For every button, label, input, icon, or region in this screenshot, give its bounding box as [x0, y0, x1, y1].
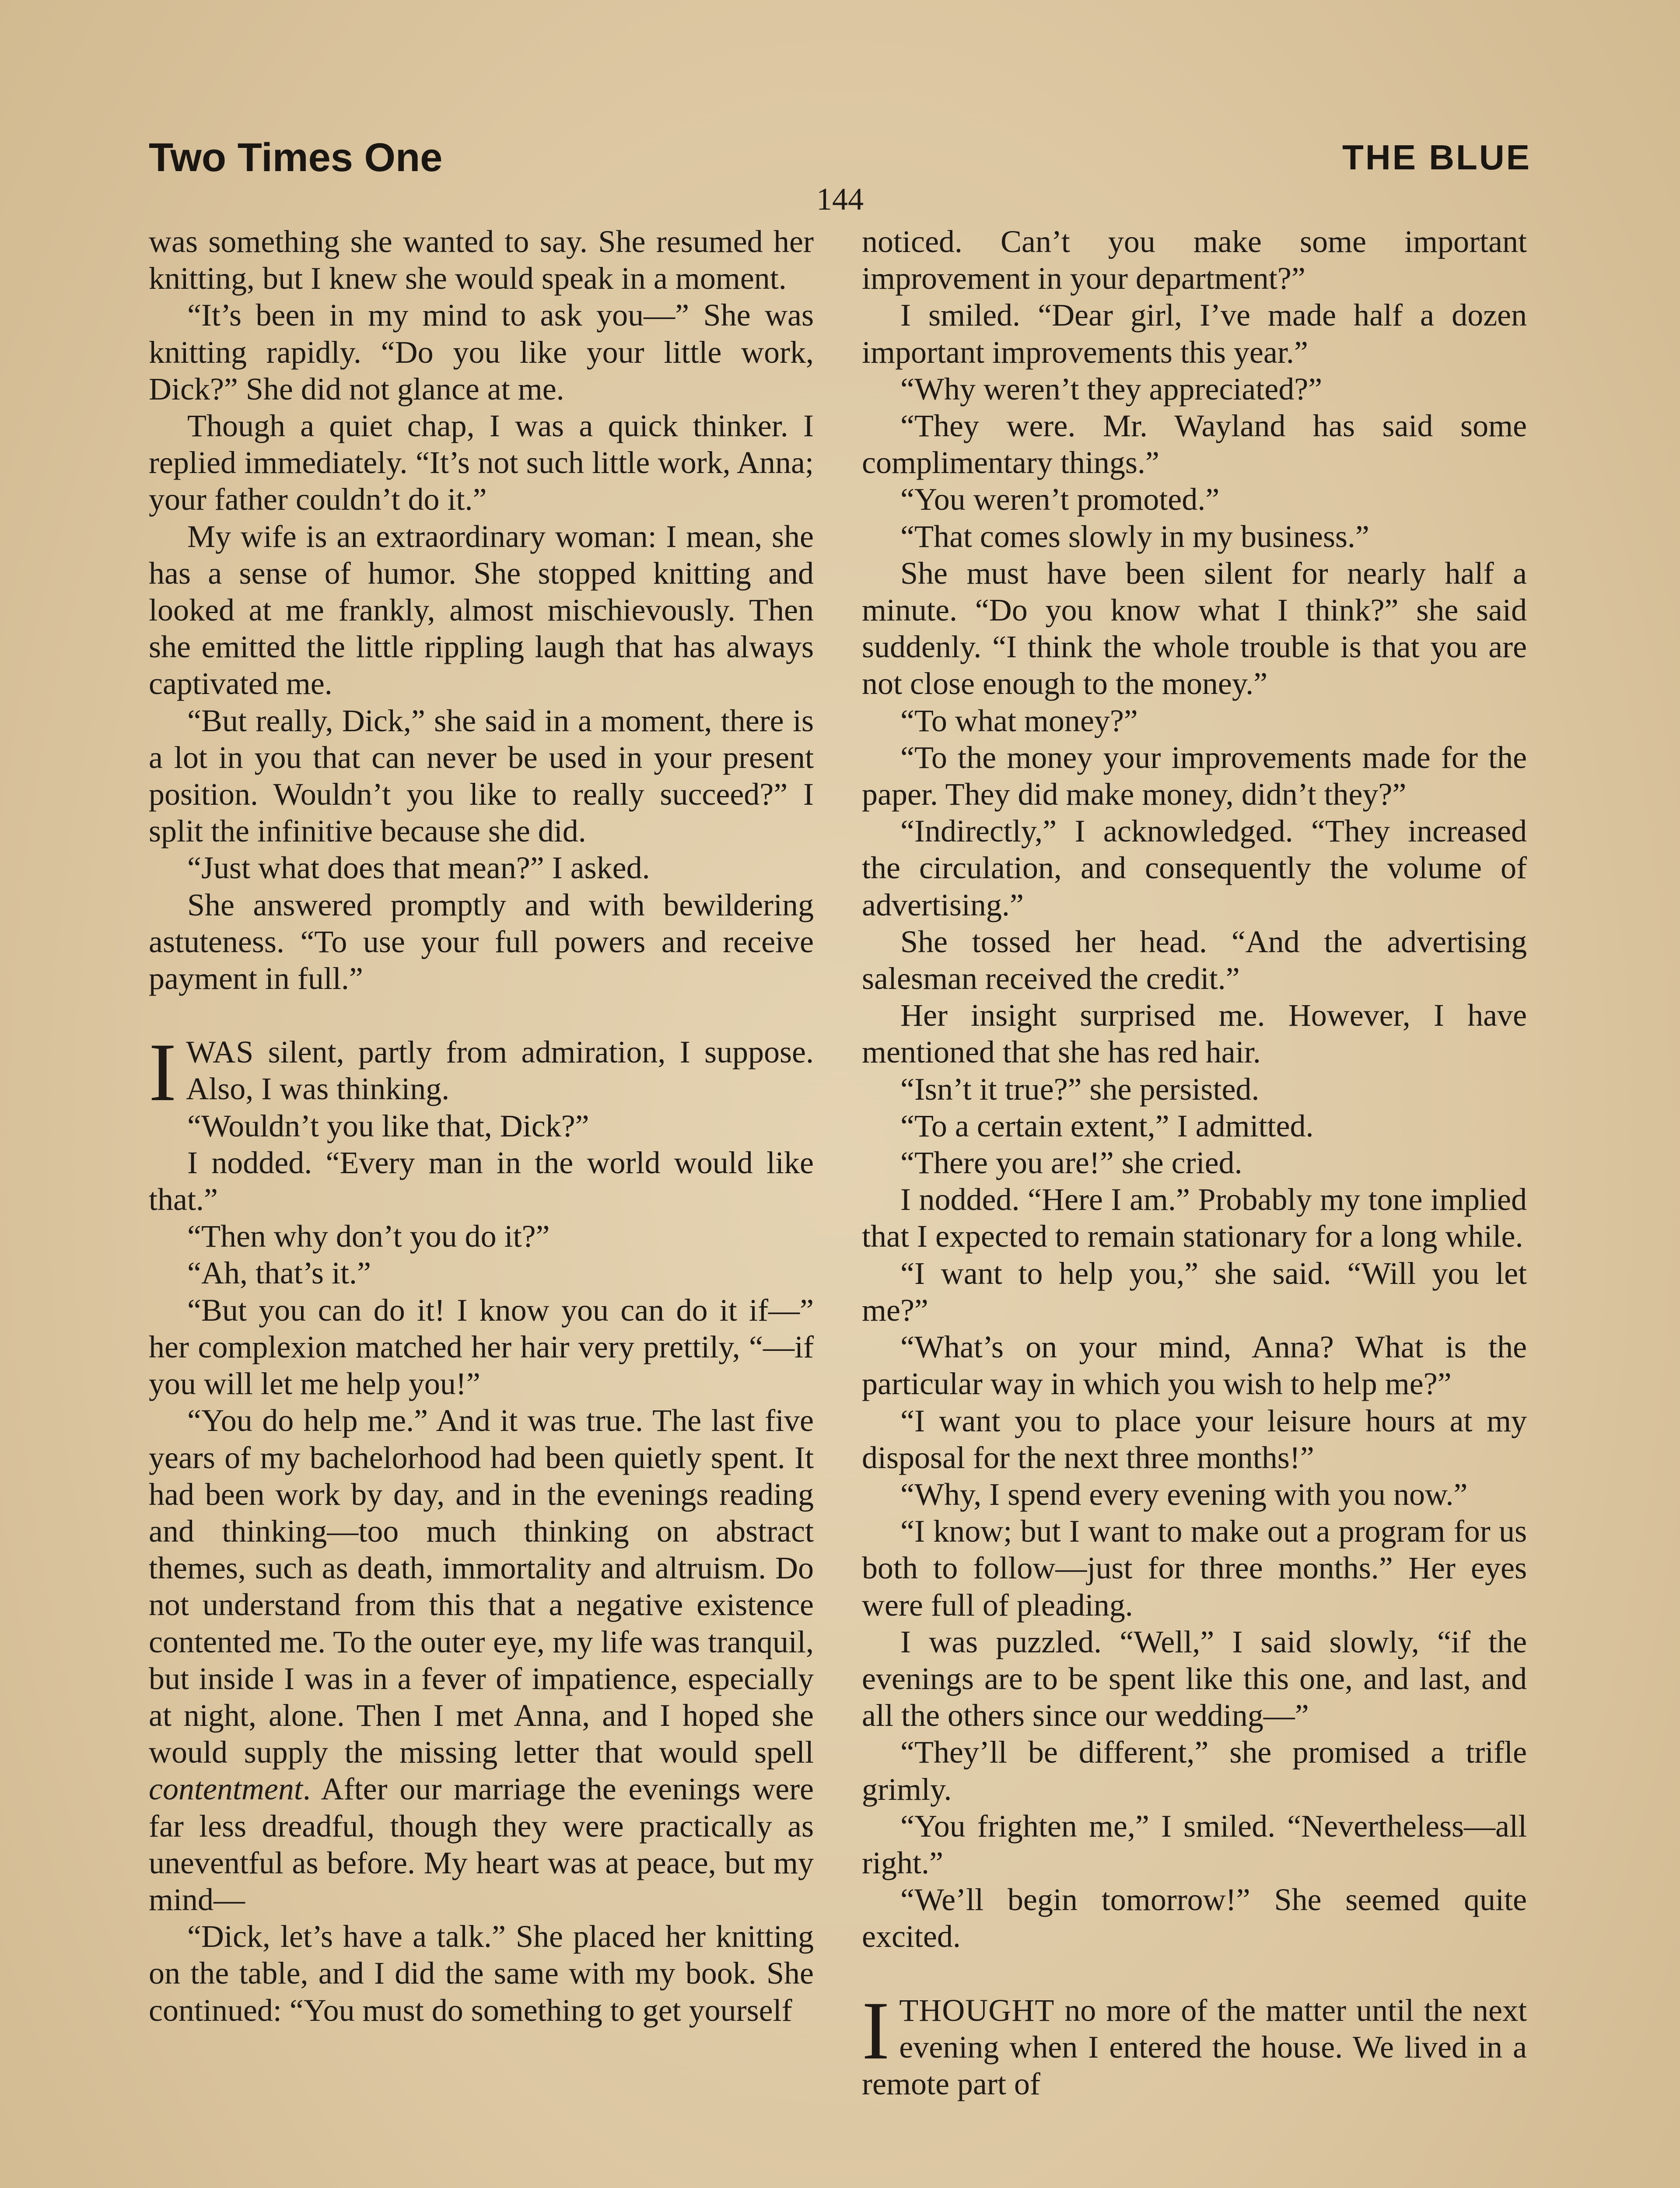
paragraph-text: “Indirectly,” I acknowledged. “They increased the circulation, and consequently the volume of advertising.” — [862, 813, 1527, 922]
paragraph-text: noticed. Can’t you make some important improvement in your department?” — [862, 224, 1527, 296]
paragraph-text: “They were. Mr. Wayland has said some complimentary things.” — [862, 408, 1527, 480]
paragraph-text: “You do help me.” And it was true. The last five years of my bachelorhood had been quietly spent. It had been work by day, and in the evenings reading and thinking—too much thinking on abstract themes, such as death, immortality and altruism. Do not understand from this that a negative existence contented me. To the outer eye, my life was tranquil, but inside I was in a fever of impatience, especially at night, alone. Then I met Anna, and I hoped she would supply the missing letter that would spell — [149, 1403, 814, 1770]
paragraph — [149, 1108, 814, 1144]
drop-cap: I — [862, 1985, 890, 2077]
page-number: 144 — [816, 182, 864, 217]
paragraph-text: “Ah, that’s it.” — [187, 1255, 371, 1291]
paragraph — [862, 1623, 1527, 1734]
paragraph — [149, 887, 814, 997]
paragraph — [862, 1181, 1527, 1255]
paragraph-text: She tossed her head. “And the advertising salesman received the credit.” — [862, 924, 1527, 996]
paragraph — [862, 739, 1527, 813]
paragraph-text: “You frighten me,” I smiled. “Nevertheless—all right.” — [862, 1808, 1527, 1880]
paragraph — [862, 1881, 1527, 1955]
paragraph — [862, 1734, 1527, 1807]
paragraph-text: no more of the matter until the next evening when I entered the house. We lived in a remote part of — [862, 1992, 1527, 2101]
paragraph — [862, 702, 1527, 739]
paragraph — [862, 371, 1527, 407]
paragraph — [149, 223, 814, 297]
paragraph-text: “That comes slowly in my business.” — [900, 519, 1369, 554]
paragraph — [862, 1108, 1527, 1144]
paragraph-text: silent, partly from admiration, I suppose. Also, I was thinking. — [186, 1034, 814, 1107]
paragraph — [862, 518, 1527, 555]
paragraph — [862, 223, 1527, 297]
paragraph-text: “Why, I spend every evening with you now.” — [900, 1476, 1468, 1512]
paragraph — [149, 1218, 814, 1255]
paragraph-text: Her insight surprised me. However, I have mentioned that she has red hair. — [862, 998, 1527, 1070]
paragraph — [149, 407, 814, 518]
paragraph-text: “But you can do it! I know you can do it if—” her complexion matched her hair very prettily, “—if you will let me help you!” — [149, 1292, 814, 1402]
paragraph-text: My wife is an extraordinary woman: I mean, she has a sense of humor. She stopped knitting and looked at me frankly, almost mischievously. Then she emitted the little rippling laugh that has always captivated me. — [149, 519, 814, 701]
left-column — [149, 223, 814, 2188]
paragraph-text: “Why weren’t they appreciated?” — [900, 371, 1323, 407]
paragraph — [862, 1329, 1527, 1402]
italic-word: contentment — [149, 1771, 303, 1807]
paragraph-text: “I want to help you,” she said. “Will you let me?” — [862, 1255, 1527, 1328]
paragraph — [862, 555, 1527, 702]
paragraph — [862, 297, 1527, 370]
paragraph-text: “To the money your improvements made for the paper. They did make money, didn’t they?” — [862, 740, 1527, 812]
paragraph-text: “It’s been in my mind to ask you—” She was knitting rapidly. “Do you like your little work, Dick?” She did not glance at me. — [149, 298, 814, 407]
small-caps-lead: WAS — [186, 1034, 254, 1070]
paragraph — [149, 849, 814, 886]
drop-cap: I — [149, 1027, 177, 1119]
paragraph — [862, 813, 1527, 923]
paragraph-text: “There you are!” she cried. — [900, 1145, 1242, 1181]
paragraph — [149, 518, 814, 702]
small-caps-lead: THOUGHT — [899, 1992, 1055, 2028]
paragraph-text: I smiled. “Dear girl, I’ve made half a dozen important improvements this year.” — [862, 298, 1527, 370]
paragraph — [862, 1476, 1527, 1513]
paragraph-text: “I know; but I want to make out a program for us both to follow—just for three months.” Her eyes were full of pleading. — [862, 1514, 1527, 1623]
paragraph-text: “What’s on your mind, Anna? What is the particular way in which you wish to help me?” — [862, 1329, 1527, 1402]
paragraph-text: “To a certain extent,” I admitted. — [900, 1108, 1314, 1143]
magazine-title: THE BLUE — [1342, 138, 1531, 177]
paragraph-text: “But really, Dick,” she said in a moment, there is a lot in you that can never be used in your present position. Wouldn’t you like to really succeed?” I split the infinitive because she did. — [149, 703, 814, 849]
paragraph — [149, 1402, 814, 1918]
paragraph — [149, 297, 814, 407]
story-title: Two Times One — [149, 135, 443, 180]
paragraph-text: She answered promptly and with bewildering astuteness. “To use your full powers and receive payment in full.” — [149, 887, 814, 996]
paragraph — [862, 1071, 1527, 1108]
paragraph — [149, 1292, 814, 1403]
paragraph-text: “They’ll be different,” she promised a trifle grimly. — [862, 1735, 1527, 1807]
paragraph — [862, 923, 1527, 997]
paragraph-text: “I want you to place your leisure hours at my disposal for the next three months!” — [862, 1403, 1527, 1475]
paragraph-text-after: . After our marriage the evenings were far less dreadful, though they were practically as uneventful as before. My heart was at peace, but my mind— — [149, 1771, 814, 1917]
paragraph-text: “You weren’t promoted.” — [900, 482, 1220, 517]
paragraph-text: “Just what does that mean?” I asked. — [187, 850, 650, 886]
paragraph — [149, 1144, 814, 1218]
paragraph — [149, 1918, 814, 2029]
paragraph-text: “Isn’t it true?” she persisted. — [900, 1071, 1260, 1107]
paragraph-text: I was puzzled. “Well,” I said slowly, “if the evenings are to be spent like this one, and last, and all the others since our wedding—” — [862, 1624, 1527, 1733]
paragraph — [862, 481, 1527, 518]
paragraph-text: “To what money?” — [900, 703, 1138, 738]
right-column — [862, 223, 1527, 2188]
paragraph-text: “Then why don’t you do it?” — [187, 1219, 550, 1254]
paragraph-text: “Dick, let’s have a talk.” She placed her knitting on the table, and I did the same with my book. She continued: “You must do something to get yourself — [149, 1919, 814, 2028]
paragraph-text: Though a quiet chap, I was a quick thinker. I replied immediately. “It’s not such little work, Anna; your father couldn’t do it.” — [149, 408, 814, 517]
paragraph-text: “Wouldn’t you like that, Dick?” — [187, 1108, 589, 1143]
paragraph — [862, 1513, 1527, 1623]
paragraph — [149, 1027, 814, 1119]
paragraph-text: was something she wanted to say. She resumed her knitting, but I knew she would speak in a moment. — [149, 224, 814, 296]
paragraph-text: I nodded. “Here I am.” Probably my tone implied that I expected to remain stationary for a long while. — [862, 1182, 1527, 1254]
paragraph — [862, 1808, 1527, 1881]
paragraph — [862, 407, 1527, 481]
paragraph — [149, 1255, 814, 1291]
paragraph — [149, 702, 814, 850]
paragraph-text: She must have been silent for nearly half a minute. “Do you know what I think?” she said suddenly. “I think the whole trouble is that you are not close enough to the money.” — [862, 555, 1527, 701]
paragraph — [862, 1255, 1527, 1329]
paragraph-text: I nodded. “Every man in the world would like that.” — [149, 1145, 814, 1217]
paragraph — [862, 1403, 1527, 1476]
paragraph — [862, 1144, 1527, 1181]
paragraph-text: “We’ll begin tomorrow!” She seemed quite excited. — [862, 1882, 1527, 1954]
paragraph — [862, 997, 1527, 1070]
paragraph — [862, 1985, 1527, 2103]
